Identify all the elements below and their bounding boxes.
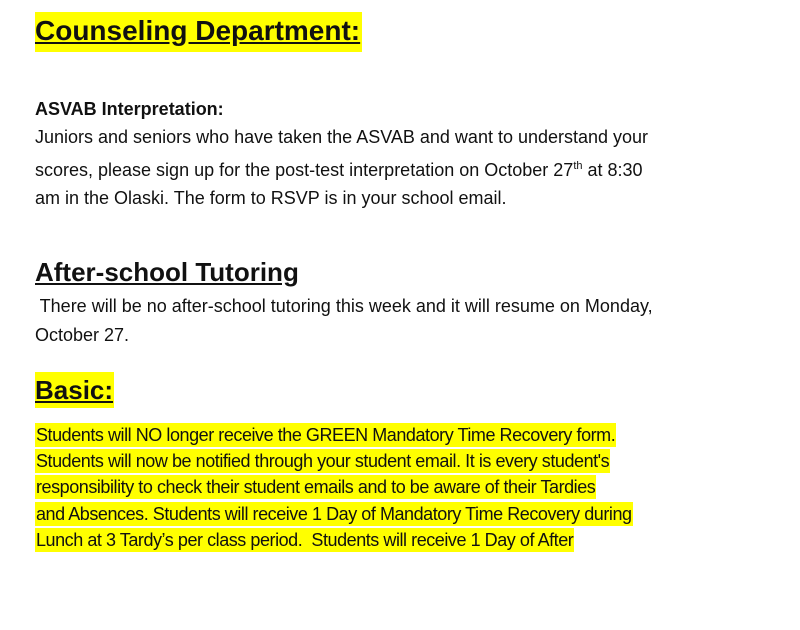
asvab-line (35, 152, 648, 185)
asvab-line-text: at 8:30 (582, 159, 643, 180)
basic-line: Students will NO longer receive the GREEN Mandatory Time Recovery form. (36, 425, 616, 445)
asvab-subheading: ASVAB Interpretation: (35, 99, 224, 119)
tutoring-line: October 27. (35, 324, 130, 345)
asvab-line: am in the Olaski. The form to RSVP is in your school email. (35, 188, 507, 208)
tutoring-paragraph (35, 292, 653, 349)
tutoring-line: There will be no after-school tutoring this week and it will resume on Monday, (35, 296, 653, 316)
section-heading-basic: Basic: (35, 372, 114, 408)
basic-line: and Absences. Students will receive 1 Day of Mandatory Time Recovery during (36, 503, 632, 524)
basic-line: Students will now be notified through your student email. It is every student's (36, 451, 610, 472)
basic-line: Lunch at 3 Tardy’s per class period. Students will receive 1 Day of After (36, 529, 574, 550)
asvab-line: Juniors and seniors who have taken the ASVAB and want to understand your (35, 127, 649, 147)
asvab-paragraph (35, 123, 648, 213)
section-heading-tutoring: After-school Tutoring (35, 257, 299, 287)
section-heading-counseling: Counseling Department: (35, 12, 362, 52)
basic-line: responsibility to check their student emails and to be aware of their Tardies (36, 477, 596, 498)
ordinal-suffix: th (573, 159, 583, 172)
basic-paragraph (35, 422, 633, 553)
asvab-line-text: scores, please sign up for the post-test interpretation on October 27 (35, 159, 574, 180)
